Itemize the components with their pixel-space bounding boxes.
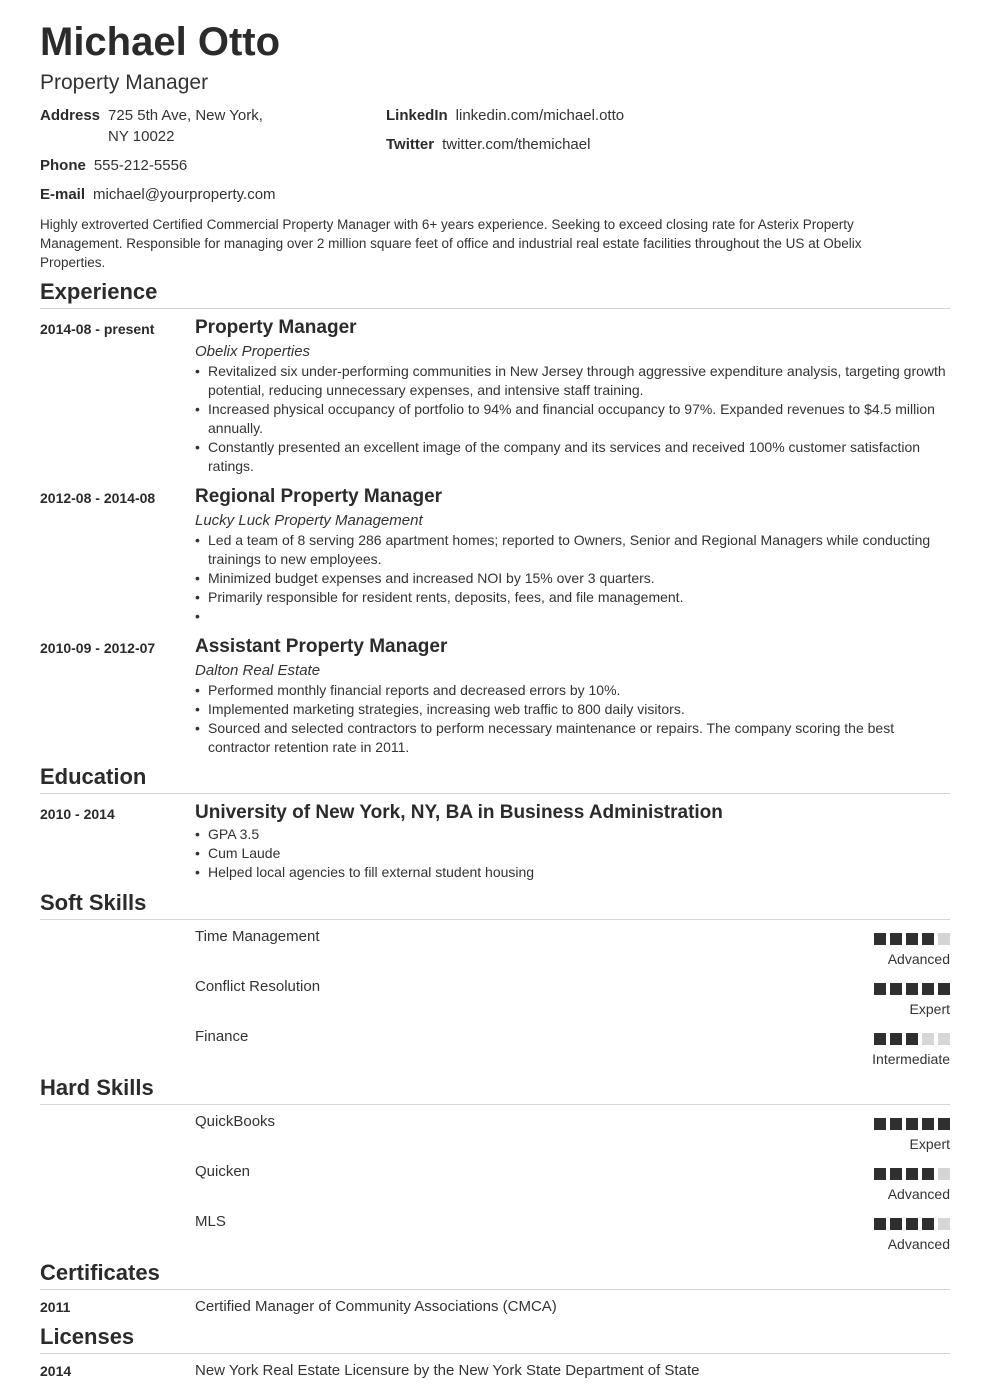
skill-row — [195, 1028, 950, 1068]
summary-text: Highly extroverted Certified Commercial Property Manager with 6+ years experience. Seeking to exceed closing rate for Asterix Property Management. Responsible for managing over 2 million square feet of office and industrial real estate facilities throughout the US at Obelix Properties. — [40, 217, 862, 270]
address-line1: 725 5th Ave, New York, — [108, 107, 263, 124]
skill-row — [195, 1213, 950, 1253]
list-item: • Implemented marketing strategies, increasing web traffic to 800 daily visitors. — [195, 700, 950, 719]
skill-level: Expert — [909, 1136, 950, 1152]
rating-filled-square — [874, 983, 886, 995]
certificates-heading: Certificates — [40, 1260, 160, 1285]
job-date: 2010-09 - 2012-07 — [40, 640, 156, 656]
skill-name: Time Management — [195, 928, 320, 945]
job-company: Dalton Real Estate — [195, 662, 321, 679]
candidate-name: Michael Otto — [40, 20, 281, 64]
email-label: E-mail — [40, 186, 86, 203]
rating-filled-square — [922, 1168, 934, 1180]
list-item: • Revitalized six under-performing communities in New Jersey through aggressive expenditure analysis, targeting growth potential, reducing unnecessary expenses, and intensive staff training. — [195, 362, 950, 400]
skill-level: Advanced — [887, 1236, 950, 1252]
license-entry — [40, 1362, 950, 1382]
certificate-entry — [40, 1298, 950, 1318]
job-bullets — [195, 531, 950, 626]
twitter-label: Twitter — [386, 136, 435, 153]
list-item: • Increased physical occupancy of portfolio to 94% and financial occupancy to 97%. Expanded revenues to $4.5 million annually. — [195, 400, 950, 438]
rating-filled-square — [874, 933, 886, 945]
job-company: Obelix Properties — [195, 343, 311, 360]
skill-level: Expert — [909, 1001, 950, 1017]
skill-row — [195, 1113, 950, 1153]
rating-filled-square — [890, 1033, 902, 1045]
skill-name: MLS — [195, 1213, 226, 1230]
section-hard-skills — [40, 1074, 950, 1105]
skill-rating — [874, 1218, 950, 1230]
job-company: Lucky Luck Property Management — [195, 512, 423, 529]
linkedin-label: LinkedIn — [386, 107, 448, 124]
section-soft-skills — [40, 889, 950, 920]
candidate-role: Property Manager — [40, 71, 209, 94]
skill-rating — [874, 983, 950, 995]
rating-filled-square — [906, 983, 918, 995]
list-item: • Primarily responsible for resident rents, deposits, fees, and file management. — [195, 588, 950, 607]
list-item: • Cum Laude — [195, 844, 950, 863]
rating-filled-square — [922, 933, 934, 945]
rating-empty-square — [938, 933, 950, 945]
rating-empty-square — [922, 1033, 934, 1045]
education-heading: Education — [40, 764, 147, 789]
certificate-date: 2011 — [40, 1299, 71, 1315]
job-date: 2014-08 - present — [40, 321, 155, 337]
rating-filled-square — [890, 1168, 902, 1180]
rating-filled-square — [874, 1218, 886, 1230]
rating-filled-square — [874, 1118, 886, 1130]
certificate-name: Certified Manager of Community Associations (CMCA) — [195, 1298, 557, 1315]
rating-filled-square — [906, 933, 918, 945]
contact-address — [40, 105, 340, 147]
skill-level: Intermediate — [872, 1051, 950, 1067]
skill-level: Advanced — [887, 951, 950, 967]
contact-left — [40, 105, 340, 205]
rating-filled-square — [890, 1218, 902, 1230]
education-title: University of New York, NY, BA in Business Administration — [195, 802, 723, 823]
list-item: • Constantly presented an excellent image of the company and its services and received 100% customer satisfaction ratings. — [195, 438, 950, 476]
rating-filled-square — [922, 1218, 934, 1230]
phone-label: Phone — [40, 157, 86, 174]
section-experience — [40, 278, 950, 309]
list-item: • Minimized budget expenses and increased NOI by 15% over 3 quarters. — [195, 569, 950, 588]
skill-rating — [874, 1118, 950, 1130]
experience-heading: Experience — [40, 279, 158, 304]
skill-rating — [874, 1033, 950, 1045]
rating-empty-square — [938, 1033, 950, 1045]
rating-empty-square — [938, 1218, 950, 1230]
address-line2: NY 10022 — [108, 128, 175, 145]
skill-name: Quicken — [195, 1163, 251, 1180]
rating-filled-square — [938, 1118, 950, 1130]
education-date: 2010 - 2014 — [40, 806, 115, 822]
rating-filled-square — [938, 983, 950, 995]
skill-row — [195, 1163, 950, 1203]
twitter-value[interactable]: twitter.com/themichael — [442, 136, 591, 153]
list-item: • Performed monthly financial reports and decreased errors by 10%. — [195, 681, 950, 700]
section-licenses — [40, 1323, 950, 1354]
license-name: New York Real Estate Licensure by the New York State Department of State — [195, 1362, 700, 1379]
list-item: • Led a team of 8 serving 286 apartment homes; reported to Owners, Senior and Regional Managers while conducting trainings to new employees. — [195, 531, 950, 569]
education-bullets — [195, 825, 950, 882]
email-value[interactable]: michael@yourproperty.com — [93, 186, 276, 203]
phone-value: 555-212-5556 — [93, 157, 188, 174]
skill-level: Advanced — [887, 1186, 950, 1202]
rating-filled-square — [922, 1118, 934, 1130]
contact-phone — [40, 155, 340, 176]
rating-filled-square — [890, 983, 902, 995]
address-label: Address — [40, 107, 101, 124]
licenses-heading: Licenses — [40, 1324, 135, 1349]
job-title: Property Manager — [195, 317, 357, 338]
list-item: • Helped local agencies to fill external student housing — [195, 863, 950, 882]
rating-filled-square — [906, 1118, 918, 1130]
job-title: Assistant Property Manager — [195, 636, 448, 657]
contact-twitter — [386, 134, 786, 155]
rating-filled-square — [922, 983, 934, 995]
job-title: Regional Property Manager — [195, 486, 443, 507]
skill-name: Finance — [195, 1028, 249, 1045]
section-certificates — [40, 1259, 950, 1290]
rating-filled-square — [906, 1218, 918, 1230]
contact-email — [40, 184, 340, 205]
skill-name: QuickBooks — [195, 1113, 276, 1130]
list-item: • Sourced and selected contractors to perform necessary maintenance or repairs. The company scoring the best contractor retention rate in 2011. — [195, 719, 950, 757]
job-bullets — [195, 681, 950, 757]
rating-filled-square — [890, 933, 902, 945]
job-bullets — [195, 362, 950, 476]
rating-filled-square — [890, 1118, 902, 1130]
rating-filled-square — [874, 1033, 886, 1045]
license-date: 2014 — [40, 1363, 72, 1379]
contact-right — [386, 105, 786, 155]
rating-filled-square — [906, 1033, 918, 1045]
skill-rating — [874, 1168, 950, 1180]
rating-filled-square — [874, 1168, 886, 1180]
skill-row — [195, 978, 950, 1018]
list-item — [195, 607, 950, 626]
list-item: • GPA 3.5 — [195, 825, 950, 844]
job-date: 2012-08 - 2014-08 — [40, 490, 156, 506]
soft-skills-heading: Soft Skills — [40, 890, 147, 915]
hard-skills-heading: Hard Skills — [40, 1075, 154, 1100]
rating-empty-square — [938, 1168, 950, 1180]
skill-rating — [874, 933, 950, 945]
contact-linkedin — [386, 105, 786, 126]
skill-row — [195, 928, 950, 968]
linkedin-value[interactable]: linkedin.com/michael.otto — [455, 107, 625, 124]
rating-filled-square — [906, 1168, 918, 1180]
skill-name: Conflict Resolution — [195, 978, 321, 995]
section-education — [40, 763, 950, 794]
